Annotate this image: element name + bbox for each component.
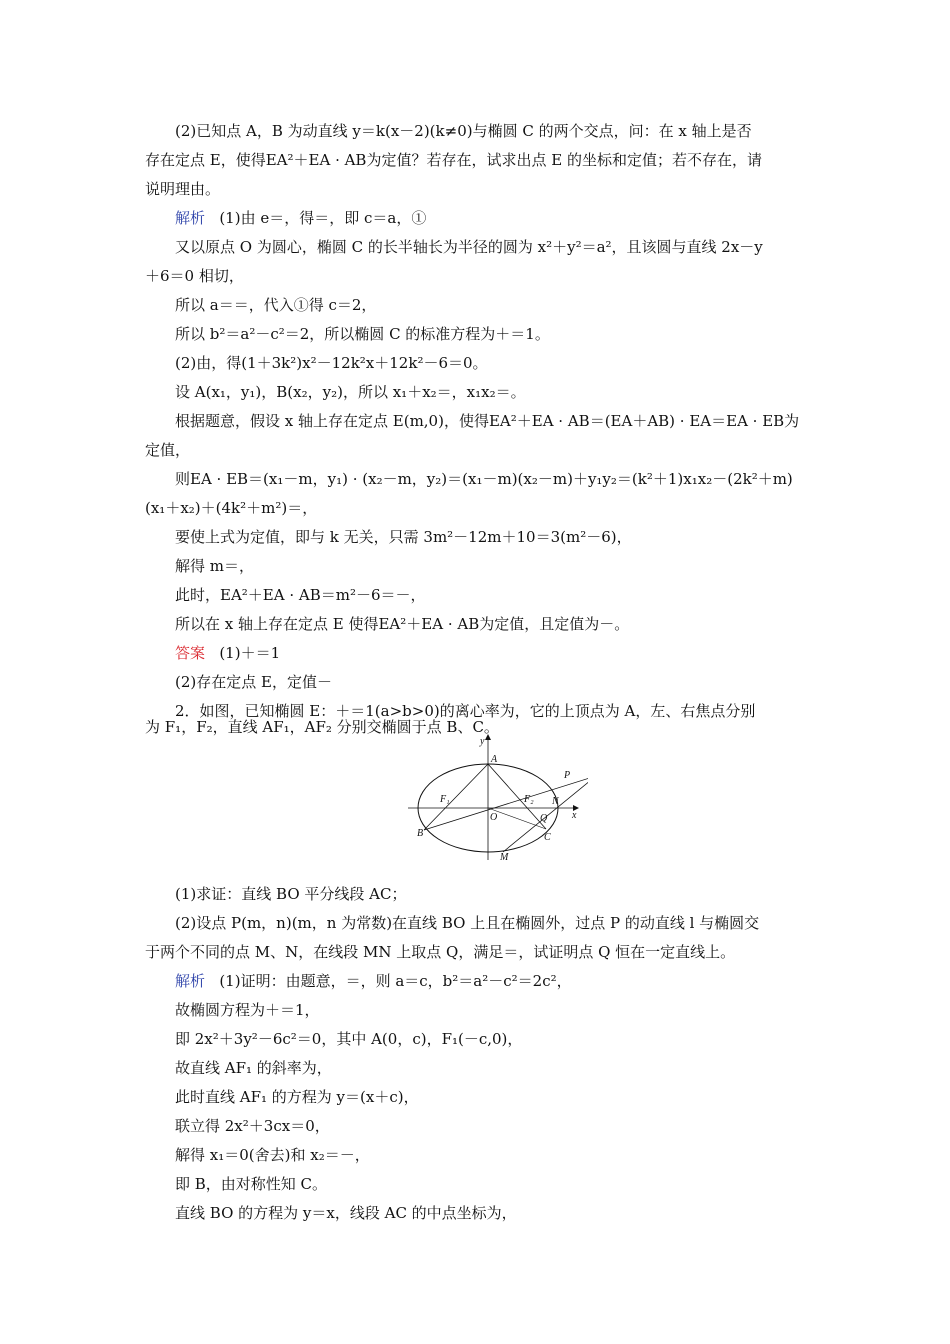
text-line: 此时直线 AF₁ 的方程为 y＝(x＋c)， <box>175 1088 419 1106</box>
figure-label-F2: F₂ <box>524 794 534 805</box>
text-line: (1)求证：直线 BO 平分线段 AC； <box>175 885 407 903</box>
text-line: (x₁＋x₂)＋(4k²＋m²)＝， <box>145 499 318 517</box>
text-line: 于两个不同的点 M、N，在线段 MN 上取点 Q，满足＝，试证明点 Q 恒在一定直线上。 <box>145 943 736 961</box>
ellipse-figure <box>408 732 588 864</box>
solution-tag: 解析 <box>175 209 206 227</box>
figure-label-O: O <box>490 812 498 823</box>
text-line: ＋6＝0 相切， <box>145 267 244 285</box>
text-line: 根据题意，假设 x 轴上存在定点 E(m,0)，使得EA²＋EA · AB＝(EA＋AB) · EA＝EA · EB为 <box>175 412 800 430</box>
text-line: 所以 b²＝a²－c²＝2，所以椭圆 C 的标准方程为＋＝1。 <box>175 325 550 343</box>
text-line: (2)已知点 A，B 为动直线 y＝k(x－2)(k≠0)与椭圆 C 的两个交点，问：在 x 轴上是否 <box>175 122 752 140</box>
text-line: 故椭圆方程为＋＝1， <box>175 1001 320 1019</box>
text-line: 又以原点 O 为圆心，椭圆 C 的长半轴长为半径的圆为 x²＋y²＝a²，且该圆与直线 2x－y <box>175 238 763 256</box>
text-line: 所以在 x 轴上存在定点 E 使得EA²＋EA · AB为定值，且定值为－。 <box>175 615 630 633</box>
text-line: 即 B，由对称性知 C。 <box>175 1175 328 1193</box>
figure-label-P: P <box>564 770 571 781</box>
figure-label-B: B <box>417 828 424 839</box>
text-line: 解析 (1)证明：由题意，＝，则 a＝c，b²＝a²－c²＝2c²， <box>175 972 572 990</box>
figure-label-N: N <box>552 796 559 807</box>
text-line: 此时，EA²＋EA · AB＝m²－6＝－， <box>175 586 426 604</box>
answer-tag: 答案 <box>175 644 206 662</box>
text-line: 则EA · EB＝(x₁－m，y₁) · (x₂－m，y₂)＝(x₁－m)(x₂－m)＋y₁y₂＝(k²＋1)x₁x₂－(2k²＋m) <box>175 470 793 488</box>
text-line: 定值， <box>145 441 191 459</box>
text-line: 答案 (1)＋＝1 <box>175 644 281 662</box>
solution-tag: 解析 <box>175 972 206 990</box>
figure-label-Q: Q <box>540 813 548 824</box>
figure-label-y: y <box>480 736 485 747</box>
text-line: (2)设点 P(m，n)(m，n 为常数)在直线 BO 上且在椭圆外，过点 P 的动直线 l 与椭圆交 <box>175 914 760 932</box>
figure-label-C: C <box>544 832 551 843</box>
text-line: (2)由，得(1＋3k²)x²－12k²x＋12k²－6＝0。 <box>175 354 488 372</box>
text-line: 要使上式为定值，即与 k 无关，只需 3m²－12m＋10＝3(m²－6)， <box>175 528 632 546</box>
text-line: (2)存在定点 E，定值－ <box>175 673 332 691</box>
text-line: 存在定点 E，使得EA²＋EA · AB为定值？若存在，试求出点 E 的坐标和定值；若不存在，请 <box>145 151 762 169</box>
text-line: 解得 x₁＝0(舍去)和 x₂＝－， <box>175 1146 370 1164</box>
figure-label-x: x <box>572 810 577 821</box>
text-line: 2．如图，已知椭圆 E：＋＝1(a>b>0)的离心率为，它的上顶点为 A，左、右焦点分别 <box>175 702 756 720</box>
text-line: 解得 m＝， <box>175 557 254 575</box>
text-line: 联立得 2x²＋3cx＝0， <box>175 1117 330 1135</box>
figure-label-A: A <box>491 754 498 765</box>
text-line: 解析 (1)由 e＝，得＝，即 c＝a，① <box>175 209 427 227</box>
text-line: 故直线 AF₁ 的斜率为， <box>175 1059 332 1077</box>
text-line: 说明理由。 <box>145 180 221 198</box>
text-line: 为 F₁，F₂，直线 AF₁，AF₂ 分别交椭圆于点 B、C。 <box>145 718 499 736</box>
figure-label-F1: F₁ <box>440 794 450 805</box>
text-line: 即 2x²＋3y²－6c²＝0，其中 A(0，c)，F₁(－c,0)， <box>175 1030 523 1048</box>
text-line: 所以 a＝＝，代入①得 c＝2， <box>175 296 377 314</box>
figure-label-M: M <box>500 852 509 863</box>
text-line: 设 A(x₁，y₁)，B(x₂，y₂)，所以 x₁＋x₂＝，x₁x₂＝。 <box>175 383 526 401</box>
text-line: 直线 BO 的方程为 y＝x，线段 AC 的中点坐标为， <box>175 1204 517 1222</box>
